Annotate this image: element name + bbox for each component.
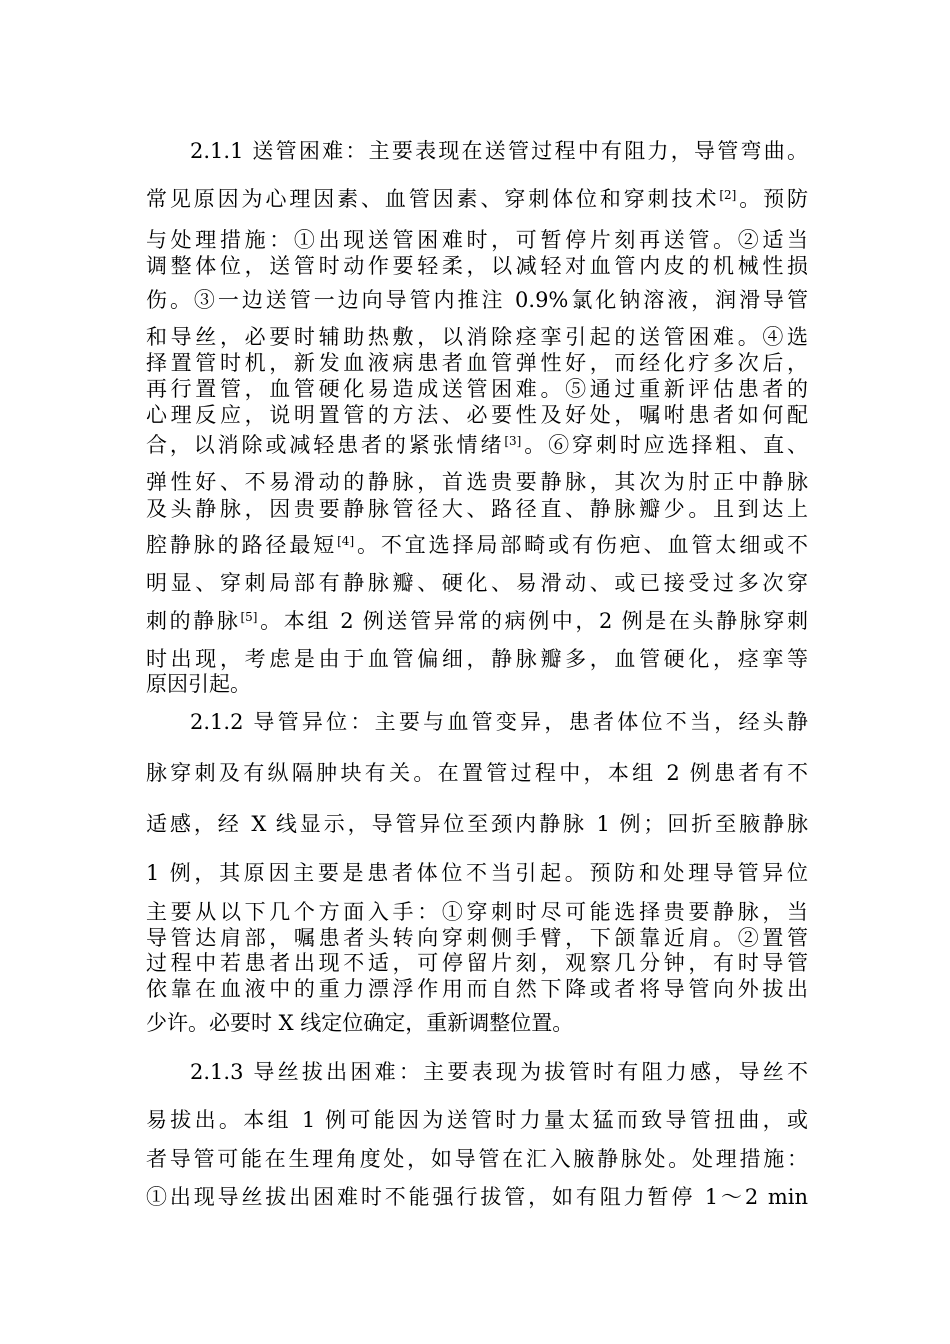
paragraph-2-1-2-line-3: 适感，经 X 线显示，导管异位至颈内静脉 1 例；回折至腋静脉: [146, 812, 808, 836]
paragraph-2-1-1-line-9: 心理反应，说明置管的方法、必要性及好处，嘱咐患者如何配: [146, 403, 808, 427]
paragraph-2-1-1-line-4: 调整体位，送管时动作要轻柔，以减轻对血管内皮的机械性损: [146, 254, 808, 278]
paragraph-2-1-1-line-13: [146, 532, 808, 558]
paragraph-2-1-1-line-5: 伤。③一边送管一边向导管内推注 0.9%氯化钠溶液，润滑导管: [146, 288, 808, 312]
paragraph-2-1-1-line-16: 时出现，考虑是由于血管偏细，静脉瓣多，血管硬化，痉挛等: [146, 647, 808, 671]
paragraph-2-1-2-line-2: 脉穿刺及有纵隔肿块有关。在置管过程中，本组 2 例患者有不: [146, 761, 808, 785]
paragraph-2-1-2-line-5: 主要从以下几个方面入手：①穿刺时尽可能选择贵要静脉，当: [146, 900, 808, 924]
line-text-tail: 。预防: [736, 187, 809, 211]
line-text-tail: 。不宜选择局部畸或有伤疤、血管太细或不: [354, 533, 809, 557]
paragraph-2-1-1-line-1: 2.1.1 送管困难：主要表现在送管过程中有阻力，导管弯曲。: [190, 139, 808, 163]
paragraph-2-1-1-line-10: [146, 432, 808, 458]
paragraph-2-1-1-line-17: 原因引起。: [146, 672, 251, 696]
paragraph-2-1-2-line-8: 依靠在血液中的重力漂浮作用而自然下降或者将导管向外拔出: [146, 977, 808, 1001]
citation-ref: [3]: [504, 434, 522, 448]
paragraph-2-1-3-line-4: ①出现导丝拔出困难时不能强行拔管，如有阻力暂停 1～2 min: [146, 1185, 808, 1209]
paragraph-2-1-1-line-7: 择置管时机，新发血液病患者血管弹性好，而经化疗多次后，: [146, 351, 808, 375]
paragraph-2-1-2-line-9: 少许。必要时 X 线定位确定，重新调整位置。: [146, 1011, 574, 1035]
line-text: 刺的静脉: [146, 609, 241, 633]
paragraph-2-1-2-line-7: 过程中若患者出现不适，可停留片刻，观察几分钟，有时导管: [146, 951, 808, 975]
line-text-tail: 。本组 2 例送管异常的病例中，2 例是在头静脉穿刺: [257, 609, 809, 633]
citation-ref: [5]: [240, 610, 258, 624]
paragraph-2-1-2-line-1: 2.1.2 导管异位：主要与血管变异，患者体位不当，经头静: [190, 710, 808, 734]
citation-ref: [2]: [719, 188, 737, 202]
paragraph-2-1-3-line-3: 者导管可能在生理角度处，如导管在汇入腋静脉处。处理措施：: [146, 1147, 808, 1171]
paragraph-2-1-1-line-2: [146, 186, 808, 212]
paragraph-2-1-1-line-14: 明显、穿刺局部有静脉瓣、硬化、易滑动、或已接受过多次穿: [146, 571, 808, 595]
line-text: 腔静脉的路径最短: [146, 533, 338, 557]
paragraph-2-1-2-line-4: 1 例，其原因主要是患者体位不当引起。预防和处理导管异位: [146, 861, 808, 885]
paragraph-2-1-2-line-6: 导管达肩部，嘱患者头转向穿刺侧手臂，下颌靠近肩。②置管: [146, 926, 808, 950]
paragraph-2-1-3-line-2: 易拔出。本组 1 例可能因为送管时力量太猛而致导管扭曲，或: [146, 1108, 808, 1132]
line-text: 合，以消除或减轻患者的紧张情绪: [146, 433, 505, 457]
paragraph-2-1-3-line-1: 2.1.3 导丝拔出困难：主要表现为拔管时有阻力感，导丝不: [190, 1060, 808, 1084]
paragraph-2-1-1-line-11: 弹性好、不易滑动的静脉，首选贵要静脉，其次为肘正中静脉: [146, 470, 808, 494]
paragraph-2-1-1-line-8: 再行置管，血管硬化易造成送管困难。⑤通过重新评估患者的: [146, 377, 808, 401]
paragraph-2-1-1-line-15: [146, 608, 808, 634]
line-text: 常见原因为心理因素、血管因素、穿刺体位和穿刺技术: [146, 187, 720, 211]
citation-ref: [4]: [337, 534, 355, 548]
paragraph-2-1-1-line-3: 与处理措施：①出现送管困难时，可暂停片刻再送管。②适当: [146, 228, 808, 252]
paragraph-2-1-1-line-6: 和导丝，必要时辅助热敷，以消除痉挛引起的送管困难。④选: [146, 325, 808, 349]
paragraph-2-1-1-line-12: 及头静脉，因贵要静脉管径大、路径直、静脉瓣少。且到达上: [146, 497, 808, 521]
line-text-tail: 。⑥穿刺时应选择粗、直、: [521, 433, 809, 457]
